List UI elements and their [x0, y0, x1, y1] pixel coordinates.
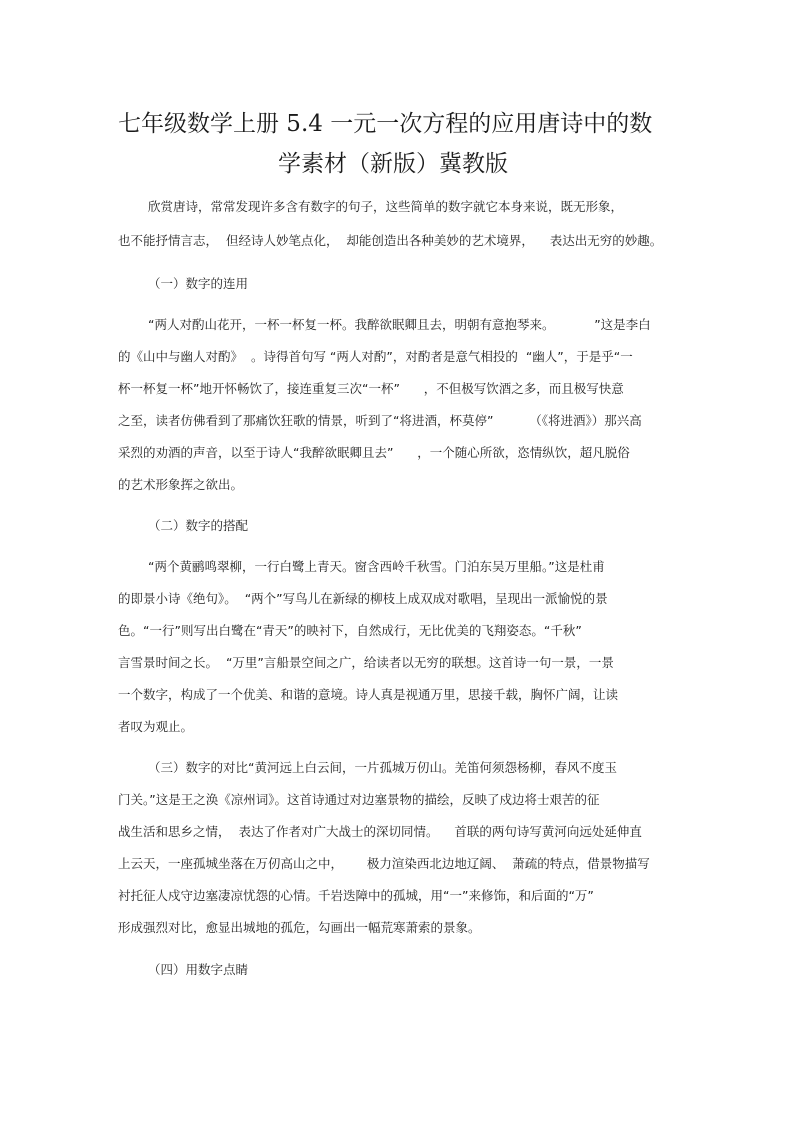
paragraph-line: 色。“一行”则写出白鹭在“青天”的映衬下，自然成行，无比优美的飞翔姿态。“千秋”	[118, 623, 582, 638]
paragraph-line: 门关。”这是王之涣《凉州词》。这首诗通过对边塞景物的描绘，反映了戍边将士艰苦的征	[118, 792, 600, 807]
paragraph-line: 采烈的劝酒的声音，以至于诗人“我醉欲眠卿且去” ，一个随心所欲，恣情纵饮，超凡脱俗	[118, 445, 630, 460]
section-heading-2: （二）数字的搭配	[148, 518, 249, 533]
paragraph-line: 欣赏唐诗，常常发现许多含有数字的句子，这些简单的数字就它本身来说，既无形象，	[148, 199, 624, 214]
paragraph-line: 上云天，一座孤城坐落在万仞高山之中， 极力渲染西北边地辽阔、 萧疏的特点，借景物描写	[118, 856, 650, 871]
paragraph-line: 一个数字，构成了一个优美、和谐的意境。诗人真是视通万里，思接千载，胸怀广阔，让读	[118, 687, 619, 702]
document-title-line-1: 七年级数学上册 5.4 一元一次方程的应用唐诗中的数	[118, 111, 653, 137]
paragraph-line: 言雪景时间之长。 “万里”言船景空间之广，给读者以无穷的联想。这首诗一句一景，一景	[118, 655, 614, 670]
section-heading-1: （一）数字的连用	[148, 276, 249, 291]
paragraph-line: 者叹为观止。	[118, 719, 194, 734]
paragraph-line: 之至，读者仿佛看到了那痛饮狂歌的情景，听到了“将进酒，杯莫停” （《将进酒》）那兴高	[118, 413, 642, 428]
paragraph-line: 也不能抒情言志， 但经诗人妙笔点化， 却能创造出各种美妙的艺术境界， 表达出无穷的妙趣。	[118, 233, 663, 248]
paragraph-line: 战生活和思乡之情， 表达了作者对广大战士的深切同情。 首联的两句诗写黄河向远处延伸直	[118, 824, 642, 839]
document-title-line-2: 学素材（新版）冀教版	[278, 151, 508, 177]
paragraph-line: 的即景小诗《绝句》。 “两个”写鸟儿在新绿的柳枝上成双成对歌唱，呈现出一派愉悦的景	[118, 591, 608, 606]
paragraph-line: 的艺术形象挥之欲出。	[118, 477, 244, 492]
section-heading-4: （四）用数字点睛	[148, 962, 249, 977]
paragraph-line: 衬托征人戍守边塞凄凉忧怨的心情。千岩迭障中的孤城，用“一”来修饰，和后面的“万”	[118, 888, 594, 903]
paragraph-line: “两人对酌山花开，一杯一杯复一杯。我醉欲眠卿且去，明朝有意抱琴来。 ”这是李白	[148, 317, 651, 332]
paragraph-line: 的《山中与幽人对酌》 。诗得首句写 “两人对酌”，对酌者是意气相投的 “幽人”，于是乎“一	[118, 349, 633, 364]
paragraph-line: （三）数字的对比“黄河远上白云间，一片孤城万仞山。羌笛何须怨杨柳，春风不度玉	[148, 760, 617, 775]
paragraph-line: “两个黄鹂鸣翠柳，一行白鹭上青天。窗含西岭千秋雪。门泊东吴万里船。”这是杜甫	[148, 559, 605, 574]
paragraph-line: 形成强烈对比，愈显出城地的孤危，勾画出一幅荒寒萧索的景象。	[118, 920, 481, 935]
paragraph-line: 杯一杯复一杯”地开怀畅饮了，接连重复三次“一杯” ，不但极写饮酒之多，而且极写快意	[118, 381, 624, 396]
